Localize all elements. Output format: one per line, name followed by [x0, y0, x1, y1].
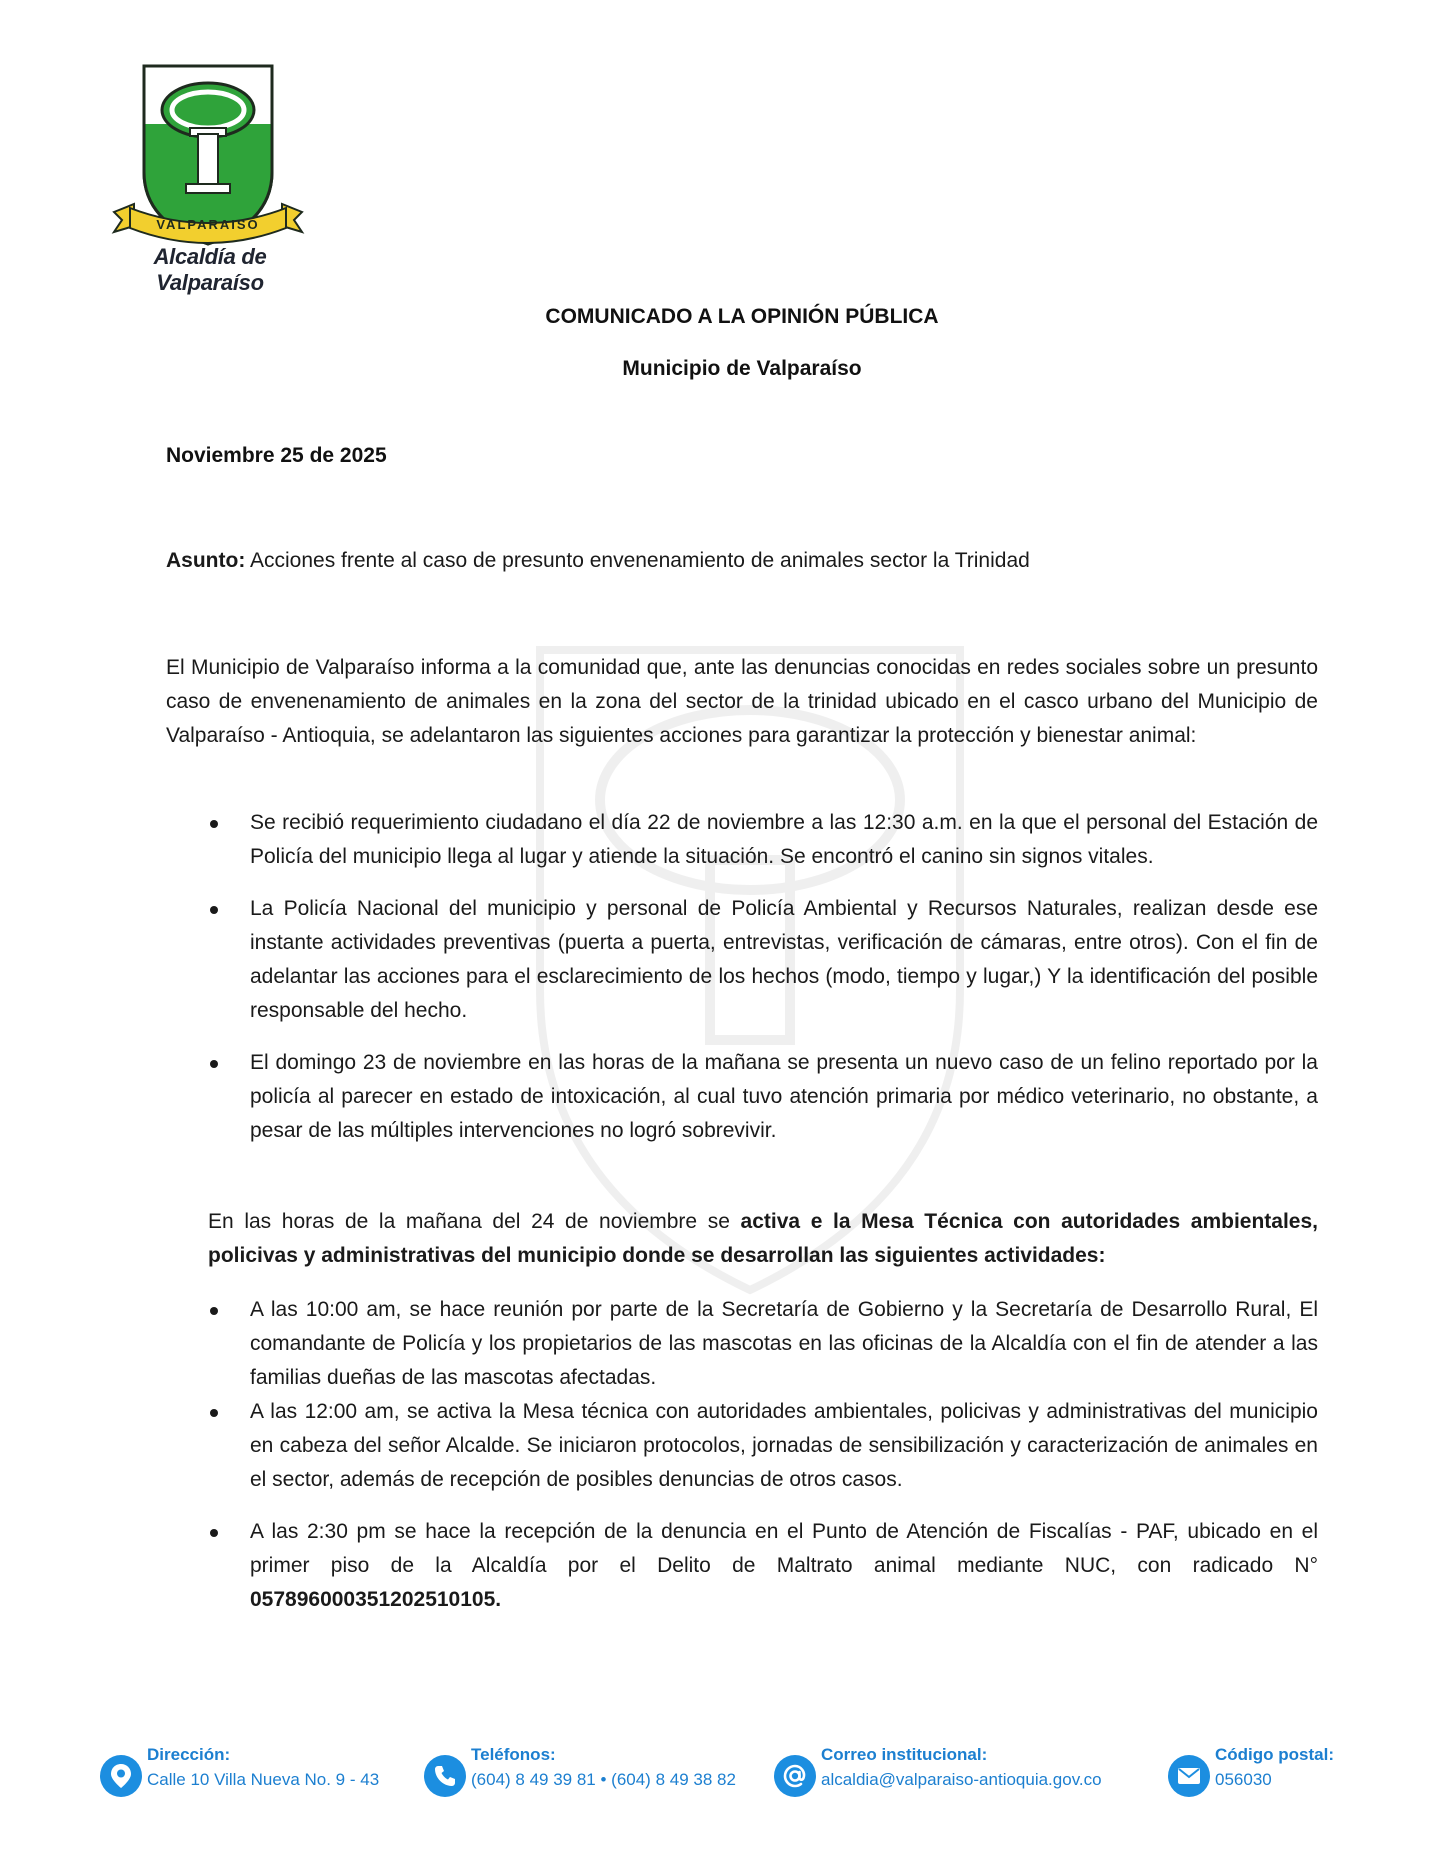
list-item: A las 10:00 am, se hace reunión por parte de la Secretaría de Gobierno y la Secretaría de Desarrollo Rural, El comandante de Policía y los propietarios de las mascotas en las oficinas de la Alcaldía con el fin de atender a las familias dueñas de las mascotas afectadas. — [166, 1293, 1318, 1395]
postal-value: 056030 — [1215, 1770, 1272, 1789]
document-subtitle: Municipio de Valparaíso — [622, 357, 862, 380]
logo-banner-text: VALPARAISO — [156, 217, 260, 232]
list-item — [166, 1515, 1318, 1617]
postal-label: Código postal: — [1215, 1745, 1334, 1764]
mesa-tecnica-bold: activa e la Mesa Técnica con autoridades ambientales, policivas y administrativas del municipio donde se desarrollan las siguientes actividades: — [208, 1210, 1318, 1267]
address-value: Calle 10 Villa Nueva No. 9 - 43 — [147, 1770, 380, 1789]
list-item: Se recibió requerimiento ciudadano el día 22 de noviembre a las 12:30 a.m. en la que el personal del Estación de Policía del municipio llega al lugar y atiende la situación. Se encontró el canino sin signos vitales. — [166, 806, 1318, 874]
document-date: Noviembre 25 de 2025 — [166, 444, 387, 467]
phone-value: (604) 8 49 39 81 • (604) 8 49 38 82 — [471, 1770, 736, 1789]
footer-contact-bar — [0, 1745, 1440, 1825]
list-item: A las 12:00 am, se activa la Mesa técnica con autoridades ambientales, policivas y administrativas del municipio en cabeza del señor Alcalde. Se iniciaron protocolos, jornadas de sensibilización y caracterización de animales en el sector, además de recepción de posibles denuncias de otros casos. — [166, 1395, 1318, 1497]
document-title: COMUNICADO A LA OPINIÓN PÚBLICA — [545, 305, 939, 328]
address-label: Dirección: — [147, 1745, 231, 1764]
phone-icon — [424, 1755, 466, 1797]
intro-paragraph: El Municipio de Valparaíso informa a la comunidad que, ante las denuncias conocidas en redes sociales sobre un presunto caso de envenenamiento de animales en la zona del sector de la trinidad ubicado en el casco urbano del Municipio de Valparaíso - Antioquia, se adelantaron las siguientes acciones para garantizar la protección y bienestar animal: — [166, 656, 1318, 747]
actions-list — [166, 806, 1318, 1166]
list-item: El domingo 23 de noviembre en las horas de la mañana se presenta un nuevo caso de un felino reportado por la policía al parecer en estado de intoxicación, al cual tuvo atención primaria por médico veterinario, no obstante, a pesar de las múltiples intervenciones no logró sobrevivir. — [166, 1046, 1318, 1148]
mesa-tecnica-plain: En las horas de la mañana del 24 de noviembre se — [208, 1210, 741, 1233]
mesa-tecnica-paragraph — [208, 1205, 1318, 1273]
subject-label: Asunto: — [166, 549, 246, 572]
subject-line — [166, 549, 1030, 573]
complaint-number: 057896000351202510105. — [250, 1588, 502, 1611]
location-pin-icon — [100, 1755, 142, 1797]
activities-list — [166, 1293, 1318, 1617]
at-sign-icon — [774, 1755, 816, 1797]
logo-caption: Alcaldía de Valparaíso — [153, 244, 267, 295]
phone-label: Teléfonos: — [471, 1745, 556, 1764]
envelope-icon — [1168, 1755, 1210, 1797]
list-item: La Policía Nacional del municipio y personal de Policía Ambiental y Recursos Naturales, realizan desde ese instante actividades preventivas (puerta a puerta, entrevistas, verificación de cámaras, entre otros). Con el fin de adelantar las acciones para el esclarecimiento de los hechos (modo, tiempo y lugar,) Y la identificación del posible responsable del hecho. — [166, 892, 1318, 1028]
subject-text: Acciones frente al caso de presunto envenenamiento de animales sector la Trinidad — [245, 549, 1030, 572]
municipality-shield-logo-icon — [100, 62, 320, 272]
complaint-text: A las 2:30 pm se hace la recepción de la denuncia en el Punto de Atención de Fiscalías - PAF, ubicado en el primer piso de la Alcaldía por el Delito de Maltrato animal mediante NUC, con radicado N° — [250, 1520, 1318, 1577]
email-value[interactable]: alcaldia@valparaiso-antioquia.gov.co — [821, 1770, 1102, 1789]
email-label: Correo institucional: — [821, 1745, 988, 1764]
